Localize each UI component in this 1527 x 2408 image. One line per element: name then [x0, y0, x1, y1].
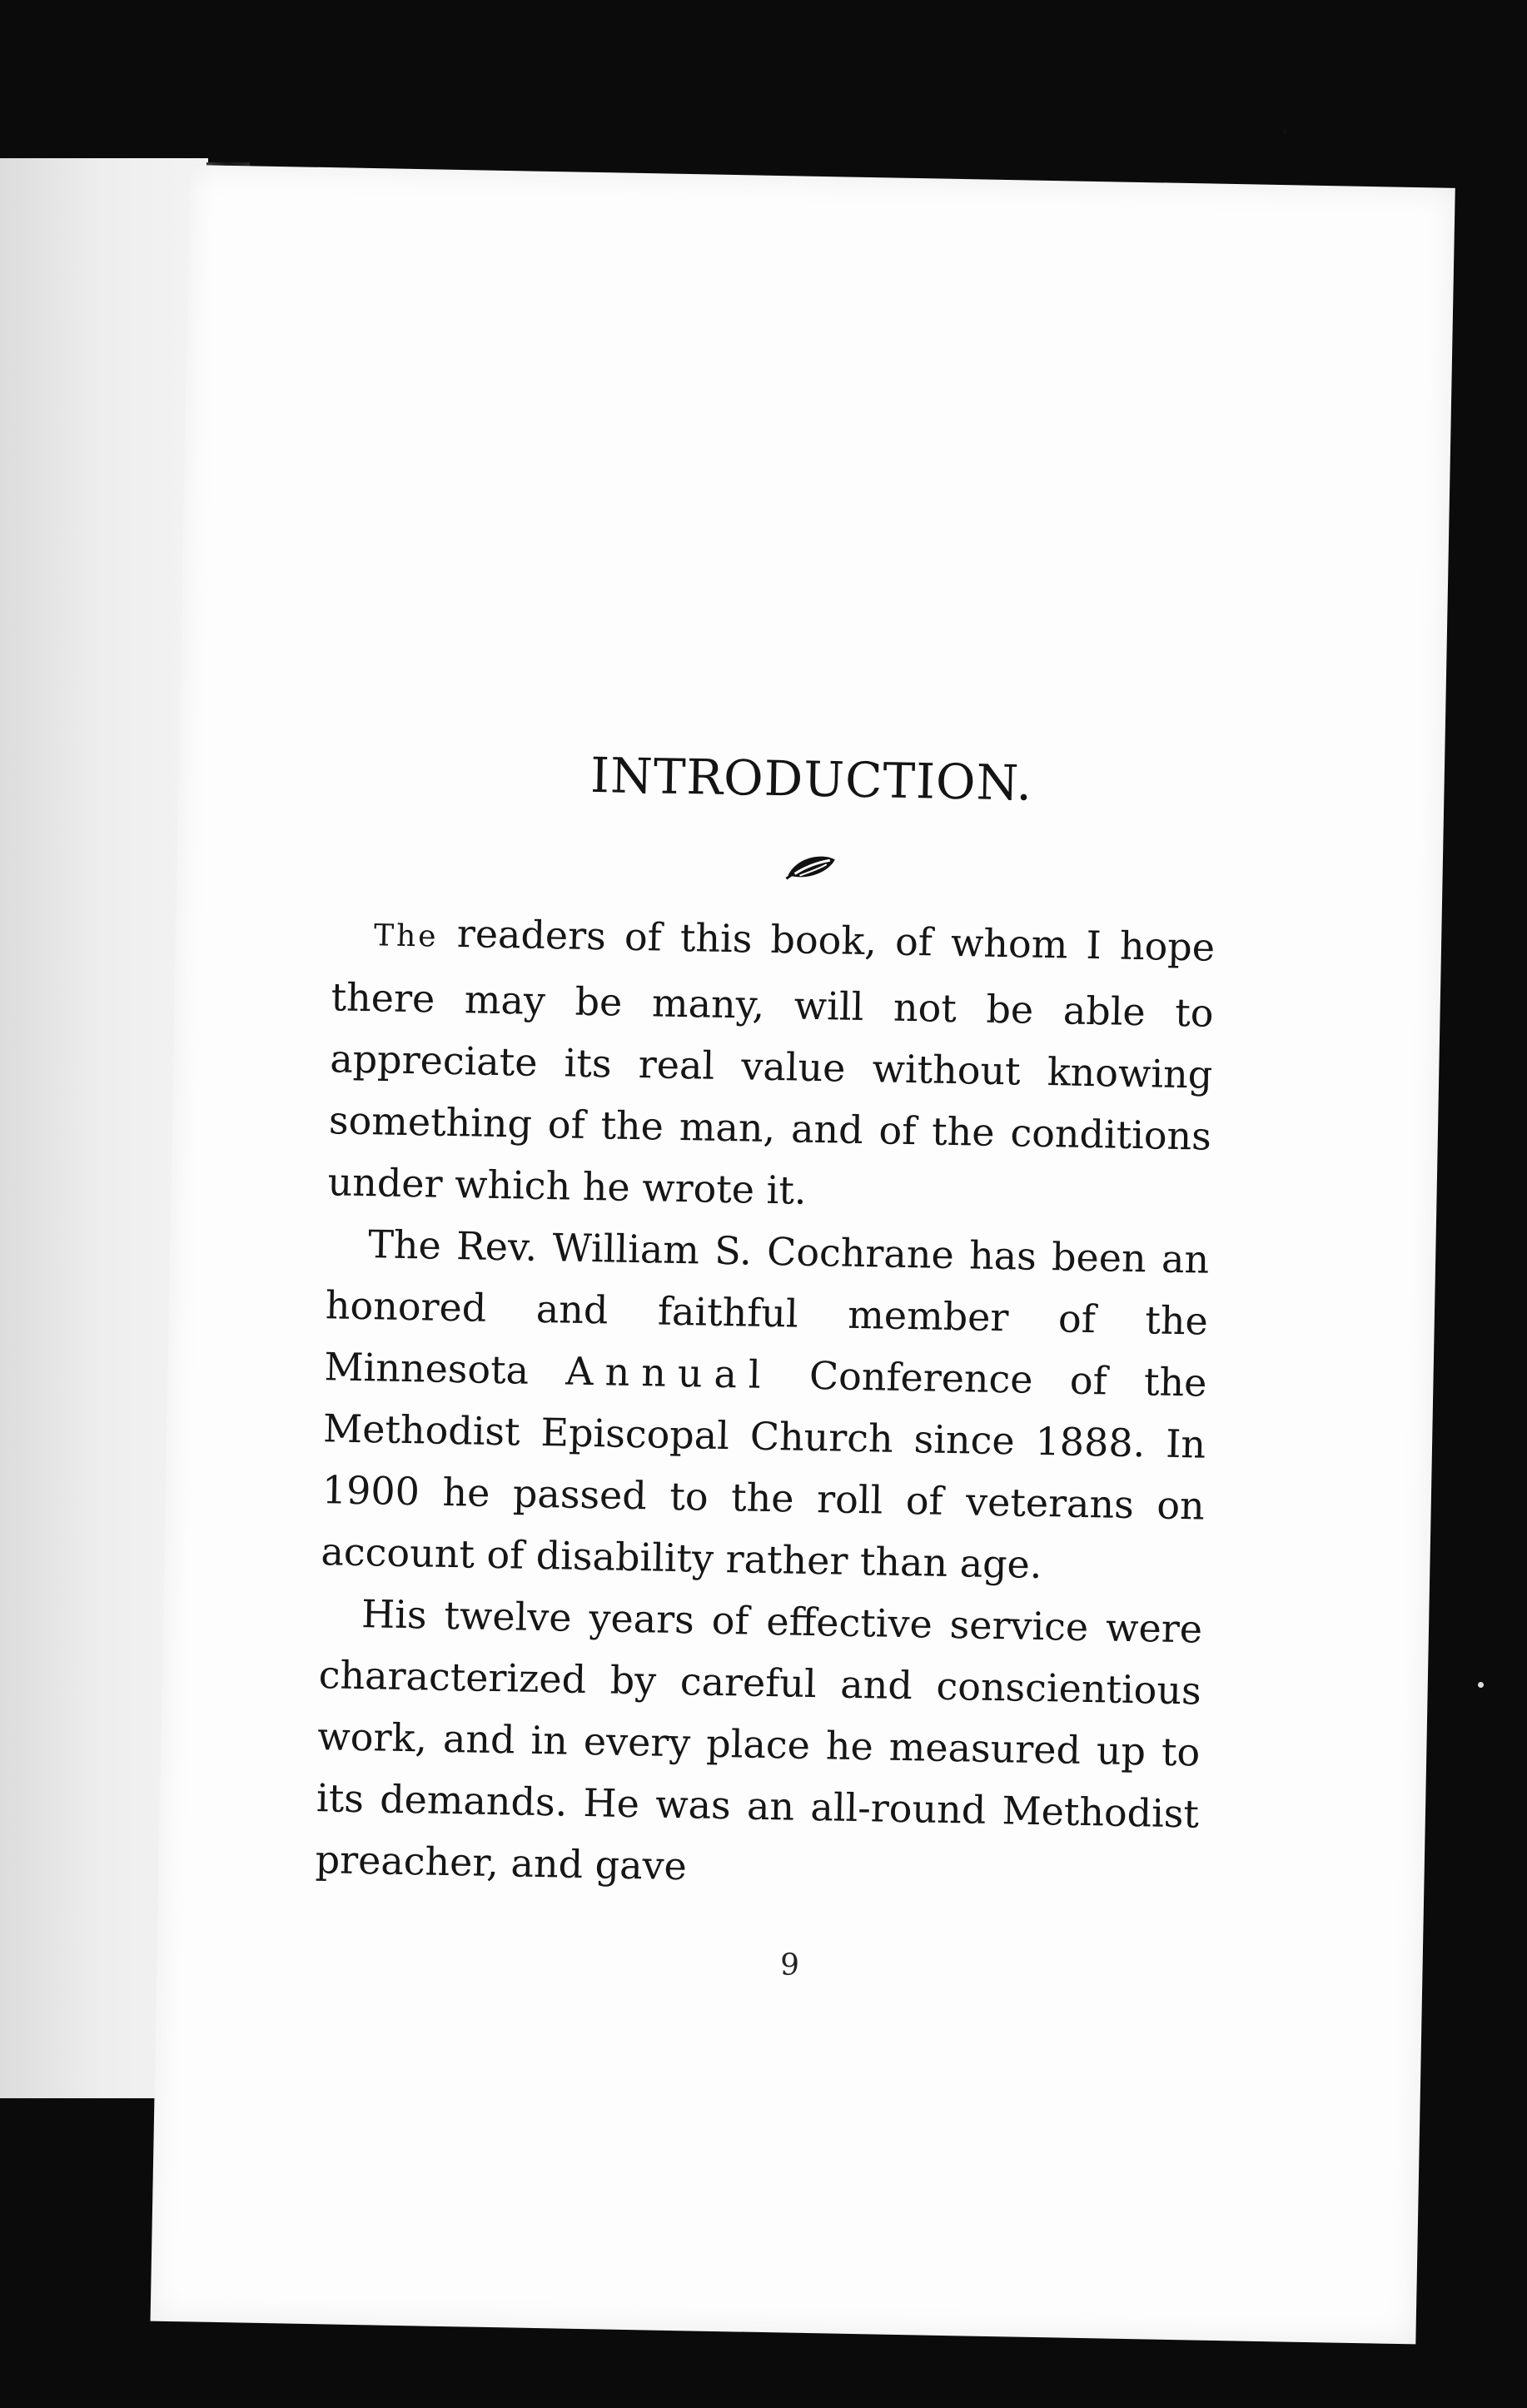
paragraph-1: [327, 900, 1216, 1228]
paragraph-2: [321, 1212, 1210, 1598]
chapter-title: INTRODUCTION.: [589, 746, 1033, 812]
paragraph-2-text-b: Conference of the Methodist Episcopal Church since 1888. In 1900 he passed to the roll of veterans on account of disability rather than age.: [321, 1352, 1207, 1588]
scan-speck: [1282, 129, 1287, 134]
paragraph-3: [315, 1582, 1203, 1906]
paragraph-2-text-a: The Rev. William S. Cochrane has been an honored and faithful member of the Minnesota: [324, 1221, 1210, 1394]
scan-speck: [1478, 1682, 1484, 1688]
page-content: [151, 165, 1455, 2344]
page-number: 9: [779, 1948, 800, 1983]
paragraph-3-text: His twelve years of effective service were characterized by careful and conscientious work, and in every place he measured up to its demands. He was an all-round Methodist preacher, and gave: [315, 1591, 1203, 1889]
paragraph-2-spaced-word: Annual: [565, 1348, 773, 1398]
leaf-ornament-icon: [784, 850, 838, 884]
paragraph-lead-word: The: [373, 918, 439, 954]
introduction-body: [315, 900, 1216, 1906]
book-page: [151, 165, 1455, 2344]
paragraph-1-text: readers of this book, of whom I hope there may be many, will not be able to appreciate its real value without knowing something of the man, and of the conditions under which he wrote it.: [327, 910, 1216, 1213]
